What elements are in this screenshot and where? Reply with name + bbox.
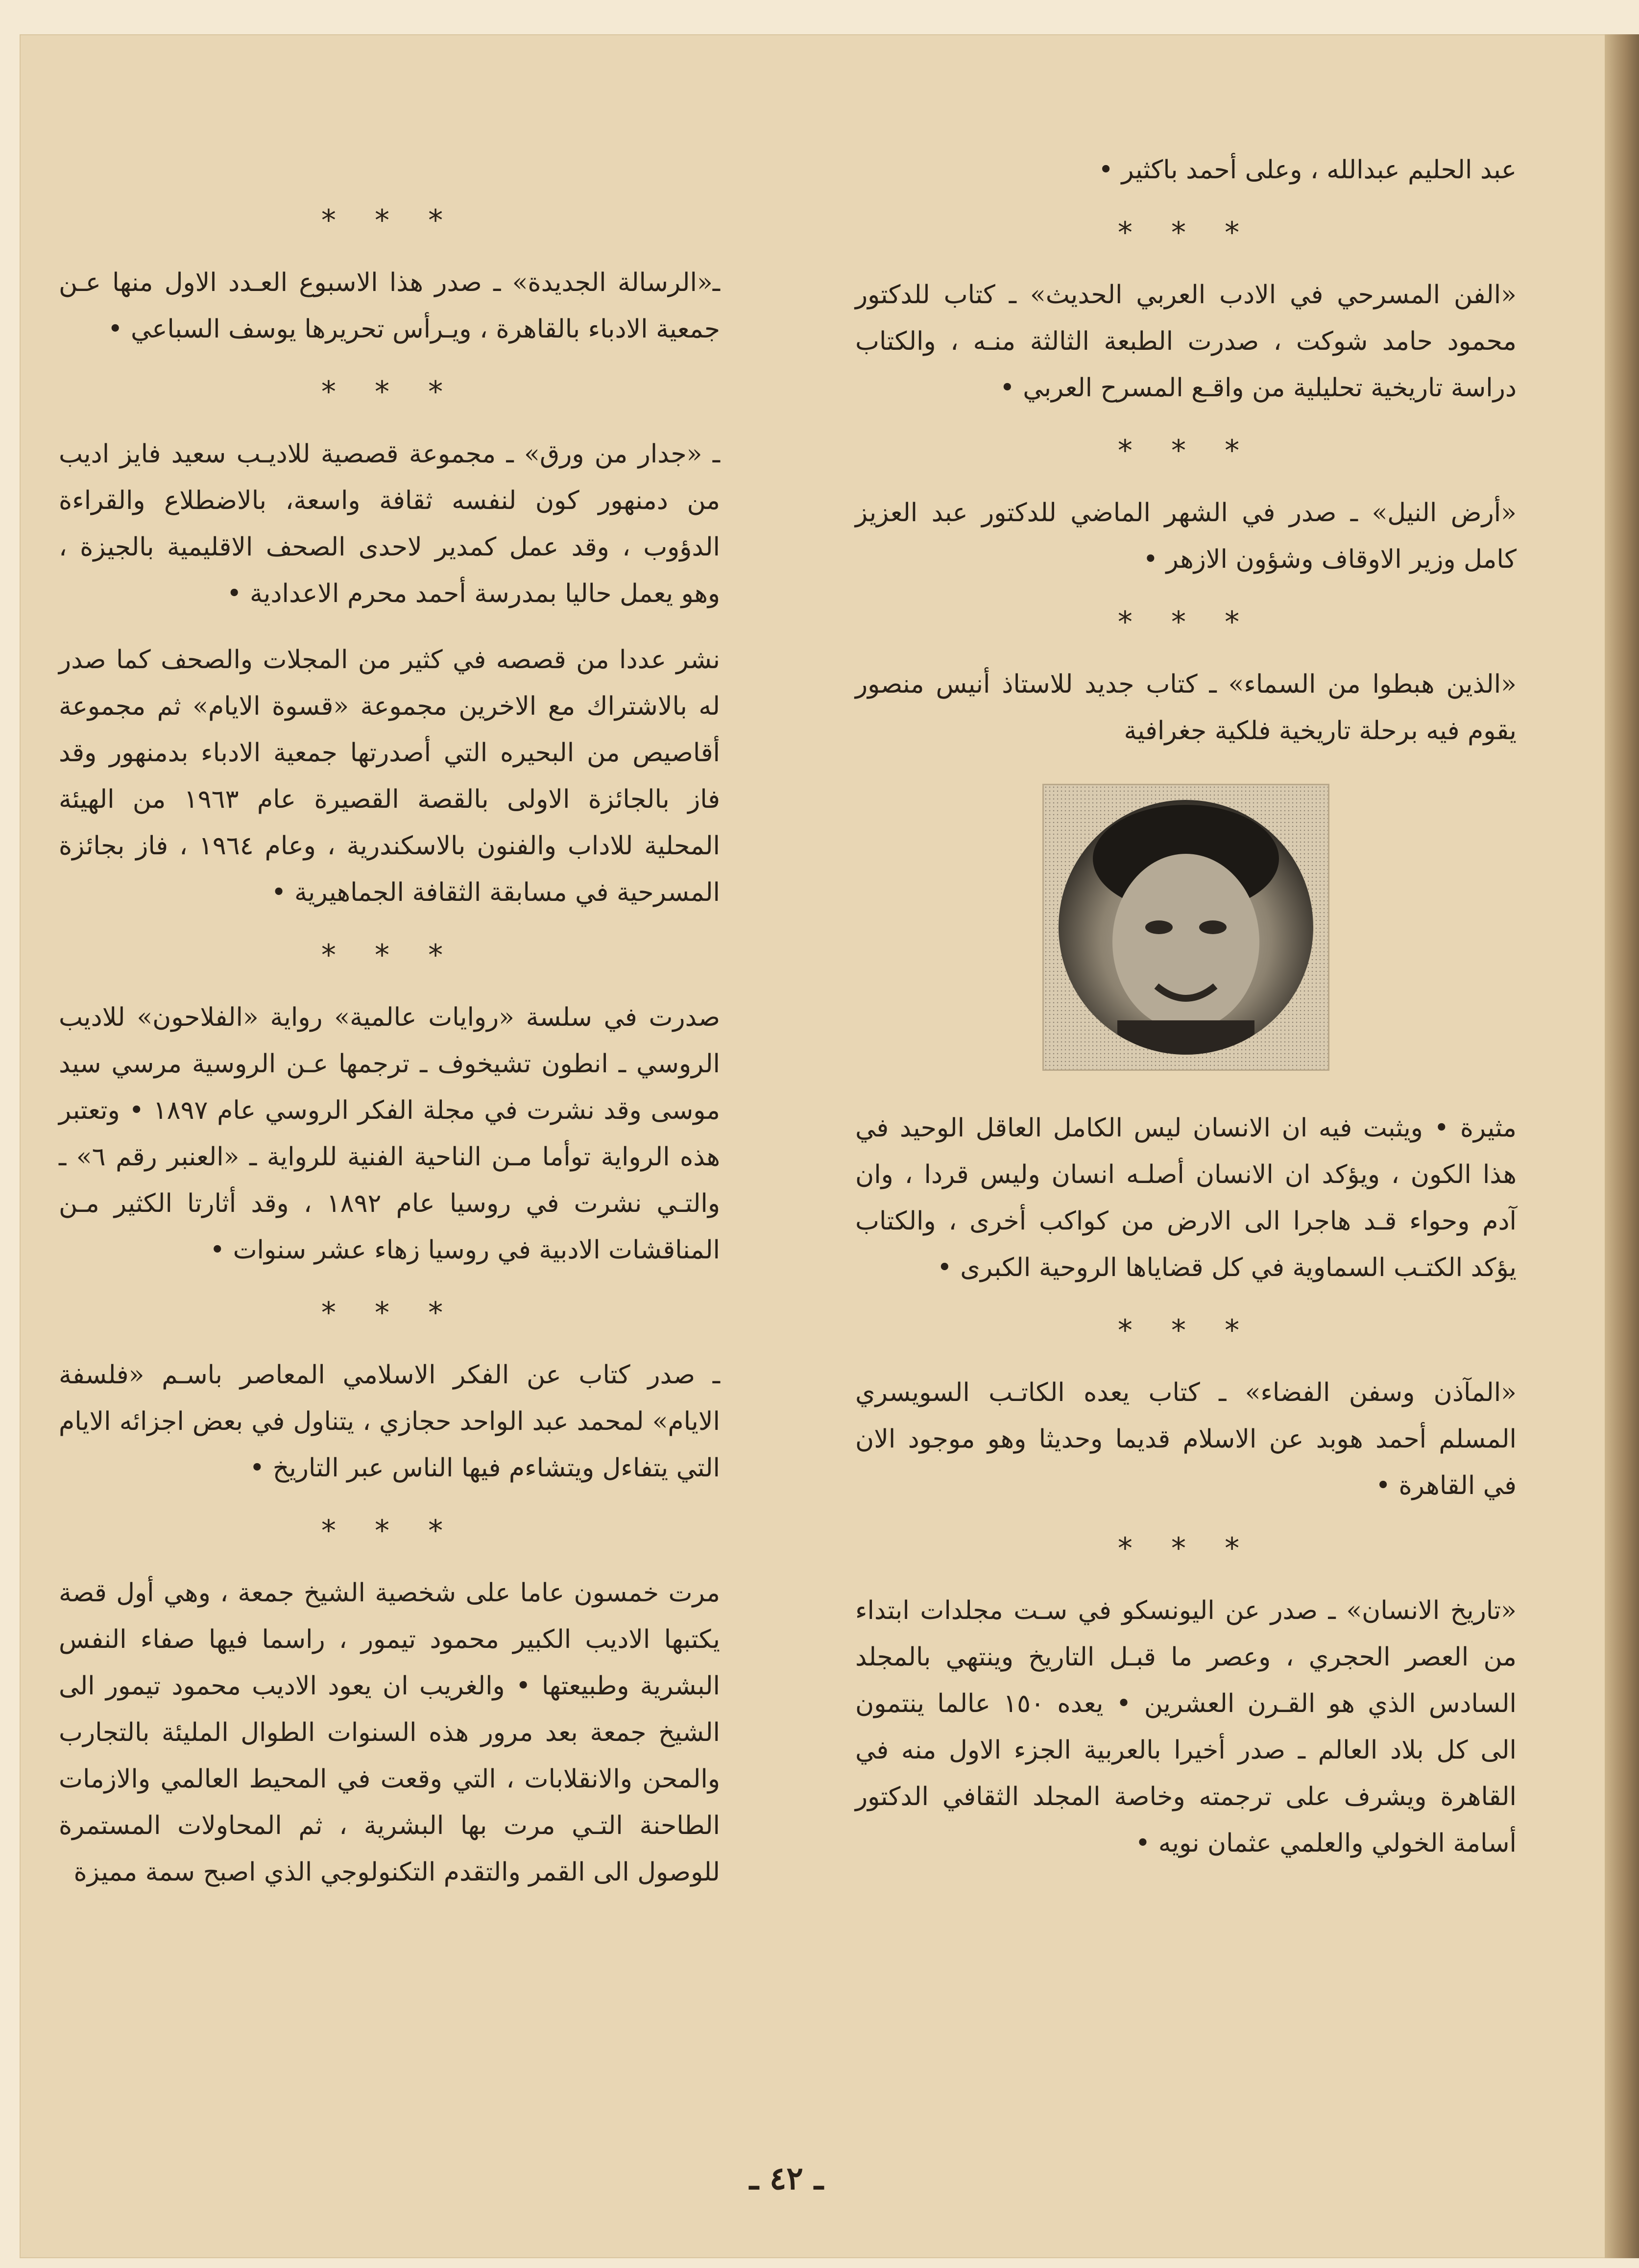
separator-stars: * * *	[1117, 605, 1254, 639]
page-spine	[1605, 34, 1639, 2258]
portrait-face-icon	[1059, 800, 1313, 1055]
paragraph: صدرت في سلسة «روايات عالمية» رواية «الفلاحون» للاديب الروسي ـ انطون تشيخوف ـ ترجمها عـن الروسية مرسي سيد موسى وقد نشرت في مجلة الفكر الروسي عام ١٨٩٧ • وتعتبر هذه الرواية توأما مـن الناحية الفنية للرواية ـ «العنبر رقم ٦» ـ والتـي نشرت في روسيا عام ١٨٩٢ ، وقد أثارتا الكثير مـن المناقشات الادبية في روسيا زهاء عشر سنوات •	[59, 1003, 721, 1265]
author-photo	[1042, 784, 1329, 1071]
paragraph: نشر عددا من قصصه في كثير من المجلات والصحف كما صدر له بالاشتراك مع الاخرين مجموعة «قسوة الايام» ثم مجموعة أقاصيص من البحيره التي أصدرتها جمعية الادباء بدمنهور وقد فاز بالجائزة الاولى بالقصة القصيرة عام ١٩٦٣ من الهيئة المحلية للاداب والفنون بالاسكندرية ، وعام ١٩٦٤ ، فاز بجائزة المسرحية في مسابقة الثقافة الجماهيرية •	[59, 645, 720, 907]
separator-stars: * * *	[321, 1296, 458, 1330]
paragraph: عبد الحليم عبدالله ، وعلى أحمد باكثير •	[1098, 155, 1517, 185]
portrait-image	[1059, 800, 1313, 1055]
paragraph: ـ صدر كتاب عن الفكر الاسلامي المعاصر باسـم «فلسفة الايام» لمحمد عبد الواحد حجازي ، يتناول في بعض اجزائه الايام التي يتفاءل ويتشاءم فيها الناس عبر التاريخ •	[59, 1360, 720, 1483]
page-number: ـ ٤٢ ـ	[749, 2160, 823, 2197]
separator-stars: * * *	[1117, 1531, 1254, 1566]
separator-stars: * * *	[1117, 1313, 1254, 1348]
separator-stars: * * *	[321, 1514, 458, 1548]
paragraph: «الذين هبطوا من السماء» ـ كتاب جديد للاستاذ أنيس منصور يقوم فيه برحلة تاريخية فلكية جغرافية	[855, 670, 1517, 746]
right-column	[855, 147, 1517, 1886]
separator-stars: * * *	[1117, 216, 1254, 250]
paragraph: ـ «جدار من ورق» ـ مجموعة قصصية للاديـب سعيد فايز اديب من دمنهور كون لنفسه ثقافة واسعة، بالاضطلاع والقراءة الدؤوب ، وقد عمل كمدير لاحدى الصحف الاقليمية بالجيزة ، وهو يعمل حاليا بمدرسة أحمد محرم الاعدادية •	[59, 439, 720, 608]
paragraph: «تاريخ الانسان» ـ صدر عن اليونسكو في سـت مجلدات ابتداء من العصر الحجري ، وعصر ما قبـل التاريخ وينتهي بالمجلد السادس الذي هو القـرن العشرين • يعده ١٥٠ عالما ينتمون الى كل بلاد العالم ـ صدر أخيرا بالعربية الجزء الاول منه في القاهرة ويشرف على ترجمته وخاصة المجلد الثقافي الدكتور أسامة الخولي والعلمي عثمان نويه •	[855, 1596, 1517, 1858]
separator-stars: * * *	[321, 375, 458, 409]
paragraph: «المآذن وسفن الفضاء» ـ كتاب يعده الكاتـب السويسري المسلم أحمد هوبد عن الاسلام قديما وحديثا وهو موجود الان في القاهرة •	[855, 1378, 1517, 1500]
separator-stars: * * *	[1117, 434, 1254, 468]
separator-stars: * * *	[321, 203, 458, 238]
paragraph: «الفن المسرحي في الادب العربي الحديث» ـ كتاب للدكتور محمود حامد شوكت ، صدرت الطبعة الثالثة منـه ، والكتاب دراسة تاريخية تحليلية من واقـع المسرح العربي •	[855, 280, 1517, 403]
paragraph: ـ«الرسالة الجديدة» ـ صدر هذا الاسبوع العـدد الاول منها عـن جمعية الادباء بالقاهرة ، ويـرأس تحريرها يوسف السباعي •	[59, 268, 720, 344]
paragraph: مثيرة • ويثبت فيه ان الانسان ليس الكامل العاقل الوحيد في هذا الكون ، ويؤكد ان الانسان أصلـه انسان وليس قردا ، وان آدم وحواء قـد هاجرا الى الارض من كواكب أخرى ، والكتاب يؤكد الكتـب السماوية في كل قضاياها الروحية الكبرى •	[855, 1113, 1517, 1282]
left-column	[59, 196, 720, 1915]
separator-stars: * * *	[321, 938, 458, 972]
paragraph: مرت خمسون عاما على شخصية الشيخ جمعة ، وهي أول قصة يكتبها الاديب الكبير محمود تيمور ، راسما فيها صفاء النفس البشرية وطبيعتها • والغريب ان يعود الاديب محمود تيمور الى الشيخ جمعة بعد مرور هذه السنوات الطوال المليئة بالتجارب والمحن والانقلابات ، التي وقعت في المحيط العالمي والازمات الطاحنة التـي مرت بها البشرية ، ثم المحاولات المستمرة للوصول الى القمر والتقدم التكنولوجي الذي اصبح سمة مميزة	[59, 1578, 720, 1887]
paragraph: «أرض النيل» ـ صدر في الشهر الماضي للدكتور عبد العزيز كامل وزير الاوقاف وشؤون الازهر •	[855, 498, 1517, 574]
